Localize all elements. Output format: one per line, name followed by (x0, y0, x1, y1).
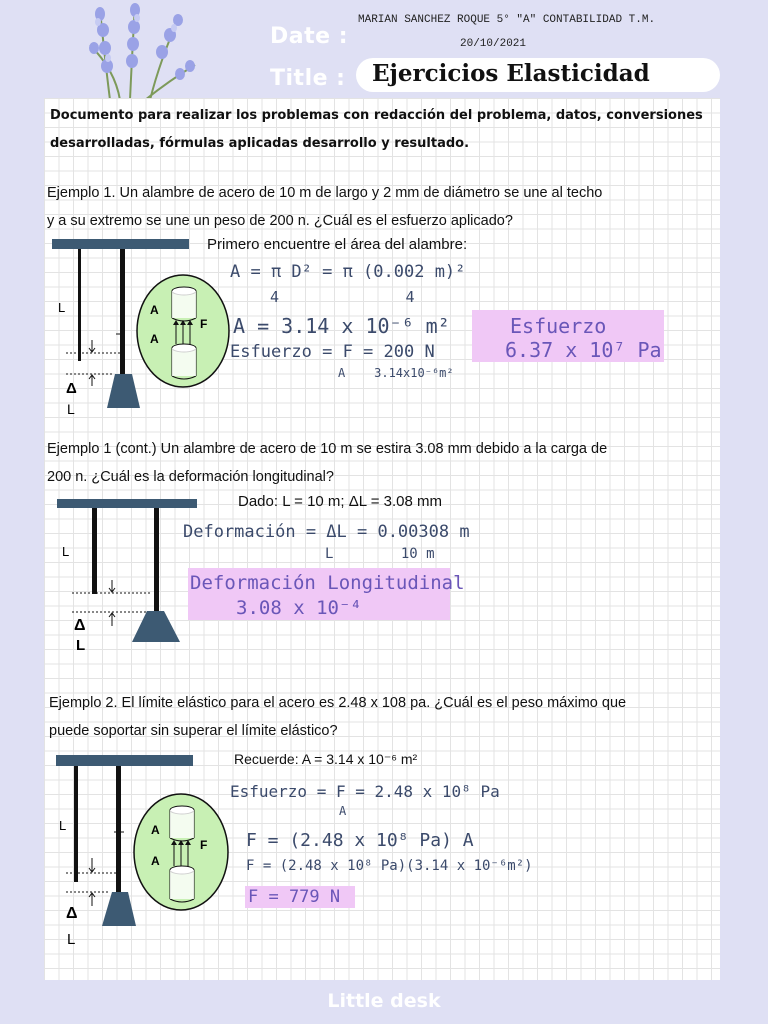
length-label: L (67, 401, 75, 417)
lavender-flower-icon (70, 0, 220, 105)
hw-force-substitution: F = (2.48 x 10⁸ Pa)(3.14 x 10⁻⁶m²) (246, 858, 533, 874)
length-label: L (67, 931, 76, 948)
wire-diagram-2 (52, 496, 202, 656)
hw-area-result: A = 3.14 x 10⁻⁶ m² (233, 314, 450, 338)
example1-line-2: y a su extremo se une un peso de 200 n. ¿Cuál es el esfuerzo aplicado? (47, 213, 513, 229)
date-label: Date : (270, 24, 349, 49)
hw-deformation-denominator: L 10 m (325, 546, 435, 562)
example1b-given: Dado: L = 10 m; ΔL = 3.08 mm (238, 493, 443, 510)
delta-label: Δ (66, 380, 77, 397)
area-label: A (150, 332, 159, 346)
result-label: Deformación Longitudinal (190, 572, 465, 594)
hw-deformation-formula: Deformación = ΔL = 0.00308 m (183, 522, 470, 542)
length-label: L (58, 300, 66, 315)
page-title: Ejercicios Elasticidad (372, 60, 650, 87)
weight (102, 892, 136, 926)
result-value: 6.37 x 10⁷ Pa (505, 338, 662, 362)
wire (74, 766, 78, 882)
result-label: Esfuerzo (510, 314, 607, 338)
title-label: Title : (270, 66, 346, 91)
length-label: L (76, 637, 86, 654)
example2-line-2: puede soportar sin superar el límite elástico? (49, 723, 338, 739)
area-label: A (151, 823, 160, 837)
hw-area-denominator: 4 4 (270, 288, 415, 306)
delta-label: Δ (74, 617, 86, 634)
example1b-line-2: 200 n. ¿Cuál es la deformación longitudinal? (47, 469, 334, 485)
length-label: L (59, 818, 67, 833)
example1b-line-1: Ejemplo 1 (cont.) Un alambre de acero de 10 m se estira 3.08 mm debido a la carga de (47, 441, 608, 457)
example1-line-1: Ejemplo 1. Un alambre de acero de 10 m de largo y 2 mm de diámetro se une al techo (47, 185, 603, 201)
wire (78, 249, 81, 361)
delta-label: Δ (66, 905, 78, 922)
intro-line-1: Documento para realizar los problemas con redacción del problema, datos, conversiones (50, 108, 703, 123)
weight (107, 374, 140, 408)
example2-line-1: Ejemplo 2. El límite elástico para el acero es 2.48 x 108 pa. ¿Cuál es el peso máximo que (49, 695, 627, 711)
result-value: F = 779 N (248, 887, 341, 907)
area-label: A (151, 854, 160, 868)
weight (132, 611, 180, 642)
example2-recall: Recuerde: A = 3.14 x 10⁻⁶ m² (234, 751, 418, 767)
example1-hint: Primero encuentre el área del alambre: (207, 236, 468, 253)
intro-line-2: desarrolladas, fórmulas aplicadas desarrollo y resultado. (50, 136, 470, 151)
result-value: 3.08 x 10⁻⁴ (236, 597, 362, 619)
area-label: A (150, 303, 159, 317)
wire (120, 249, 125, 379)
force-label: F (200, 838, 208, 852)
wire (154, 508, 159, 614)
force-label: F (200, 317, 208, 331)
ceiling-beam (52, 239, 189, 249)
length-label: L (62, 544, 70, 559)
hw-stress-formula: Esfuerzo = F = 200 N (230, 342, 435, 362)
date-value: 20/10/2021 (460, 38, 527, 50)
ceiling-beam (57, 499, 197, 508)
hw-force-formula: F = (2.48 x 10⁸ Pa) A (246, 830, 474, 851)
wire (92, 508, 97, 594)
hw-stress-limit-denominator: A (339, 804, 347, 818)
footer-brand: Little desk (327, 990, 441, 1012)
ceiling-beam (56, 755, 193, 766)
author-line: MARIAN SANCHEZ ROQUE 5° "A" CONTABILIDAD T.M. (358, 14, 656, 26)
hw-stress-denominator: A 3.14x10⁻⁶m² (338, 366, 454, 380)
hw-stress-limit: Esfuerzo = F = 2.48 x 10⁸ Pa (230, 782, 500, 801)
hw-area-formula: A = π D² = π (0.002 m)² (230, 262, 466, 282)
